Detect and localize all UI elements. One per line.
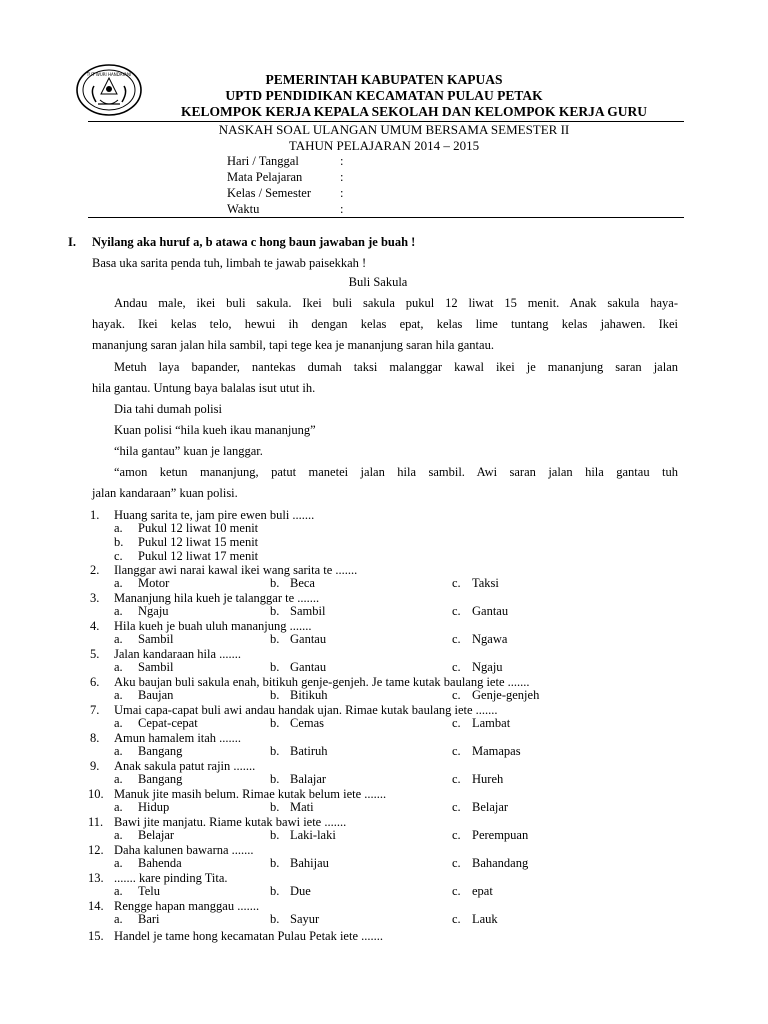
story-paragraph: Dia tahi dumah polisi — [114, 402, 222, 416]
option-letter: b. — [114, 535, 124, 549]
header-line-5: TAHUN PELAJARAN 2014 – 2015 — [288, 138, 480, 153]
story-title: Buli Sakula — [348, 275, 408, 289]
question-number: 5. — [90, 647, 100, 661]
option-letter: a. — [114, 800, 123, 814]
option-letter: c. — [452, 800, 461, 814]
option-text: Lauk — [472, 912, 498, 926]
option-text: Perempuan — [472, 828, 529, 842]
question-text: Rengge hapan manggau ....... — [114, 899, 260, 913]
question-text: Amun hamalem itah ....... — [114, 731, 242, 745]
question-number: 1. — [90, 508, 100, 522]
option-letter: a. — [114, 716, 123, 730]
option-letter: c. — [452, 632, 461, 646]
section-intro: Basa uka sarita penda tuh, limbah te jawab paisekkah ! — [92, 256, 367, 270]
option-letter: a. — [114, 856, 123, 870]
question-number: 13. — [88, 871, 104, 885]
option-letter: c. — [452, 688, 461, 702]
story-paragraph: Metuh laya bapander, nantekas dumah taksi malanggar kawal ikei je mananjung saran jalan — [114, 360, 678, 374]
option-text: Bangang — [138, 744, 183, 758]
option-letter: b. — [270, 576, 280, 590]
option-text: Gantau — [472, 604, 509, 618]
option-letter: c. — [452, 884, 461, 898]
option-text: Gantau — [290, 632, 327, 646]
section-number: I. — [68, 235, 76, 249]
story-paragraph: “amon ketun mananjung, patut manetei jalan hila sambil. Awi saran jalan hila gantau tuh — [114, 465, 678, 479]
option-letter: c. — [452, 912, 461, 926]
question-number: 11. — [88, 815, 104, 829]
option-letter: c. — [452, 856, 461, 870]
option-letter: a. — [114, 884, 123, 898]
question-number: 8. — [90, 731, 100, 745]
question-text: Mananjung hila kueh je talanggar te ....... — [114, 591, 320, 605]
header-line-4: NASKAH SOAL ULANGAN UMUM BERSAMA SEMESTER II — [218, 122, 570, 137]
section-instruction: Nyilang aka huruf a, b atawa c hong baun jawaban je buah ! — [92, 235, 416, 249]
option-text: Belajar — [138, 828, 175, 842]
option-text: Taksi — [472, 576, 499, 590]
option-text: Bahandang — [472, 856, 529, 870]
option-letter: c. — [452, 660, 461, 674]
option-text: Bahenda — [138, 856, 182, 870]
option-letter: c. — [452, 716, 461, 730]
option-text: Laki-laki — [290, 828, 336, 842]
story-paragraph: mananjung saran jalan hila sambil, tapi tege kea je mananjung saran hila gantau. — [92, 338, 494, 352]
option-text: Bitikuh — [290, 688, 328, 702]
question-text: Daha kalunen bawarna ....... — [114, 843, 254, 857]
header-rule-bottom — [88, 217, 684, 218]
story-paragraph: Kuan polisi “hila kueh ikau mananjung” — [114, 423, 316, 437]
option-letter: b. — [270, 632, 280, 646]
option-text: Ngaju — [472, 660, 503, 674]
option-letter: a. — [114, 604, 123, 618]
question-text: Hila kueh je buah uluh mananjung ....... — [114, 619, 312, 633]
question-number: 15. — [88, 929, 104, 943]
option-text: Sambil — [138, 660, 174, 674]
option-text: Batiruh — [290, 744, 328, 758]
question-text: Ilanggar awi narai kawal ikei wang sarita te ....... — [114, 563, 358, 577]
option-text: Mamapas — [472, 744, 521, 758]
option-letter: a. — [114, 828, 123, 842]
option-letter: b. — [270, 660, 280, 674]
option-text: Sambil — [138, 632, 174, 646]
option-letter: b. — [270, 828, 280, 842]
info-colon: : — [340, 202, 344, 216]
option-letter: c. — [452, 604, 461, 618]
option-text: Bangang — [138, 772, 183, 786]
option-text: Bari — [138, 912, 160, 926]
option-letter: a. — [114, 688, 123, 702]
question-number: 12. — [88, 843, 104, 857]
option-text: Balajar — [290, 772, 327, 786]
question-text: Anak sakula patut rajin ....... — [114, 759, 256, 773]
question-text: Huang sarita te, jam pire ewen buli ....... — [114, 508, 315, 522]
option-letter: b. — [270, 688, 280, 702]
question-text: ....... kare pinding Tita. — [114, 871, 228, 885]
option-letter: c. — [452, 772, 461, 786]
option-text: Genje-genjeh — [472, 688, 540, 702]
story-paragraph: hila gantau. Untung baya balalas isut utut ih. — [92, 381, 316, 395]
option-letter: b. — [270, 912, 280, 926]
header-line-2: UPTD PENDIDIKAN KECAMATAN PULAU PETAK — [225, 88, 543, 103]
header-line-3: KELOMPOK KERJA KEPALA SEKOLAH DAN KELOMPOK KERJA GURU — [181, 104, 647, 119]
question-number: 4. — [90, 619, 100, 633]
option-letter: b. — [270, 772, 280, 786]
option-text: Due — [290, 884, 311, 898]
option-text: Belajar — [472, 800, 509, 814]
option-letter: a. — [114, 912, 123, 926]
option-text: Cepat-cepat — [138, 716, 198, 730]
option-letter: a. — [114, 744, 123, 758]
option-text: Mati — [290, 800, 314, 814]
info-label-mapel: Mata Pelajaran — [227, 170, 303, 184]
option-text: Pukul 12 liwat 17 menit — [138, 549, 259, 563]
question-text: Aku baujan buli sakula enah, bitikuh genje-genjeh. Je tame kutak baulang iete ....... — [114, 675, 530, 689]
option-text: Lambat — [472, 716, 511, 730]
question-number: 7. — [90, 703, 100, 717]
option-text: Pukul 12 liwat 10 menit — [138, 521, 259, 535]
info-label-hari: Hari / Tanggal — [227, 154, 299, 168]
option-letter: b. — [270, 744, 280, 758]
option-text: Sambil — [290, 604, 326, 618]
header-line-1: PEMERINTAH KABUPATEN KAPUAS — [265, 72, 503, 87]
option-text: Ngawa — [472, 632, 508, 646]
option-letter: c. — [452, 828, 461, 842]
option-letter: b. — [270, 716, 280, 730]
option-letter: a. — [114, 576, 123, 590]
option-text: Motor — [138, 576, 170, 590]
option-text: Sayur — [290, 912, 320, 926]
question-number: 9. — [90, 759, 100, 773]
option-text: Gantau — [290, 660, 327, 674]
option-text: Bahijau — [290, 856, 329, 870]
question-number: 3. — [90, 591, 100, 605]
option-letter: a. — [114, 632, 123, 646]
story-paragraph: “hila gantau” kuan je langgar. — [114, 444, 263, 458]
question-number: 14. — [88, 899, 104, 913]
option-text: Beca — [290, 576, 315, 590]
option-text: Hureh — [472, 772, 504, 786]
option-text: Pukul 12 liwat 15 menit — [138, 535, 259, 549]
option-letter: b. — [270, 856, 280, 870]
story-paragraph: hayak. Ikei kelas telo, hewui ih dengan kelas epat, kelas lime tuntang kelas jahawen. Ikei — [92, 317, 678, 331]
question-text: Bawi jite manjatu. Riame kutak bawi iete ....... — [114, 815, 347, 829]
info-label-waktu: Waktu — [227, 202, 260, 216]
option-text: Ngaju — [138, 604, 169, 618]
question-number: 2. — [90, 563, 100, 577]
info-label-kelas: Kelas / Semester — [227, 186, 312, 200]
option-text: Baujan — [138, 688, 174, 702]
info-colon: : — [340, 154, 344, 168]
option-letter: c. — [114, 549, 123, 563]
question-text: Jalan kandaraan hila ....... — [114, 647, 242, 661]
option-letter: a. — [114, 772, 123, 786]
option-letter: c. — [452, 744, 461, 758]
question-number: 10. — [88, 787, 104, 801]
option-text: epat — [472, 884, 493, 898]
info-colon: : — [340, 170, 344, 184]
question-text: Handel je tame hong kecamatan Pulau Petak iete ....... — [114, 929, 384, 943]
option-text: Hidup — [138, 800, 170, 814]
option-letter: c. — [452, 576, 461, 590]
logo-caption: TUT WURI HANDAYANI — [86, 72, 132, 77]
question-text: Umai capa-capat buli awi andau handak ujan. Rimae kutak baulang iete ....... — [114, 703, 498, 717]
question-text: Manuk jite masih belum. Rimae kutak belum iete ....... — [114, 787, 387, 801]
story-paragraph: jalan kandaraan” kuan polisi. — [92, 486, 238, 500]
info-colon: : — [340, 186, 344, 200]
option-letter: b. — [270, 884, 280, 898]
question-number: 6. — [90, 675, 100, 689]
option-letter: a. — [114, 660, 123, 674]
option-letter: a. — [114, 521, 123, 535]
option-text: Cemas — [290, 716, 325, 730]
story-paragraph: Andau male, ikei buli sakula. Ikei buli sakula pukul 12 liwat 15 menit. Anak sakula haya- — [114, 296, 678, 310]
option-text: Telu — [138, 884, 161, 898]
option-letter: b. — [270, 604, 280, 618]
option-letter: b. — [270, 800, 280, 814]
